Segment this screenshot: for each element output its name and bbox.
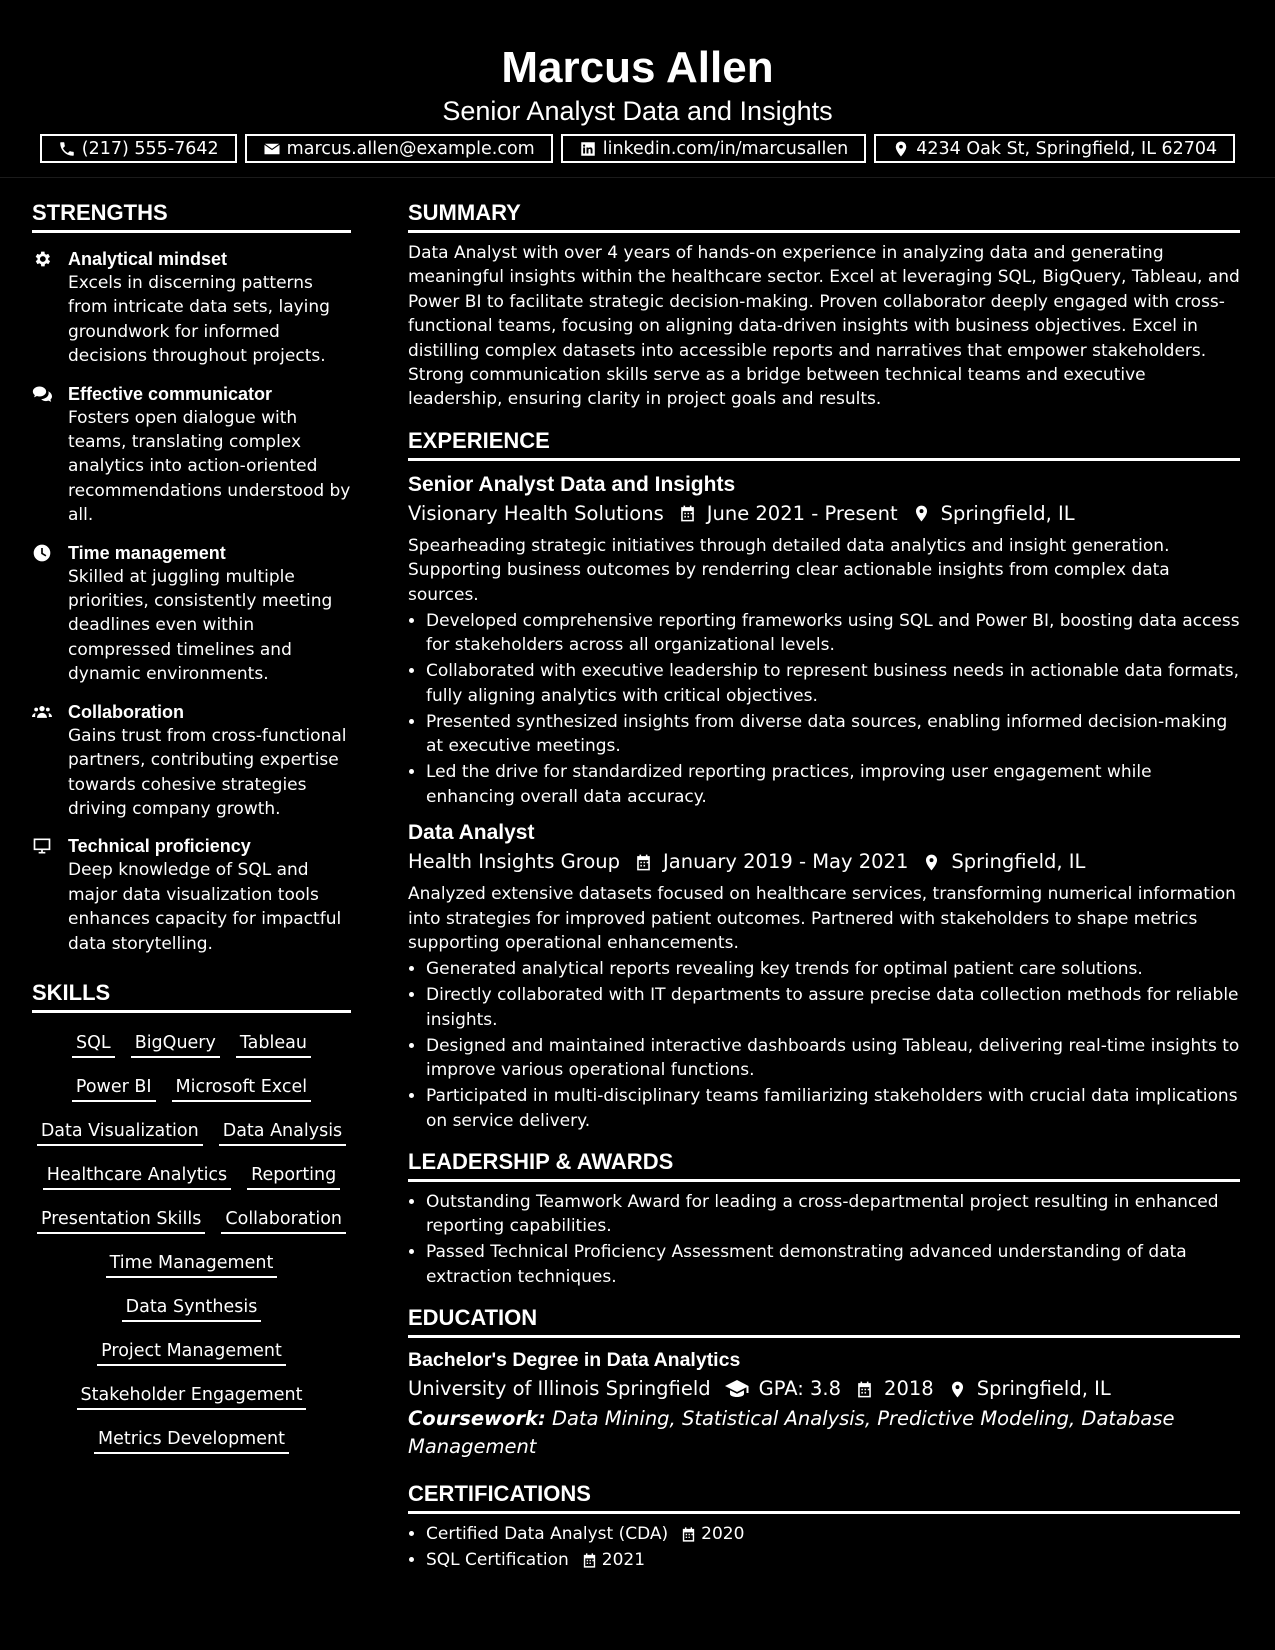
skill-tag: Power BI xyxy=(72,1075,156,1102)
skill-tag: Stakeholder Engagement xyxy=(77,1383,307,1410)
contact-phone[interactable] xyxy=(40,134,237,163)
strength-item xyxy=(32,541,351,687)
job-bullet: • Led the drive for standardized reporting practices, improving user engagement while enhancing overall data accuracy. xyxy=(426,760,1240,809)
skill-tag: Data Analysis xyxy=(219,1119,346,1146)
job-bullets xyxy=(408,957,1240,1133)
job-location: Springfield, IL xyxy=(951,850,1086,874)
summary-heading: SUMMARY xyxy=(408,200,1240,233)
strength-title: Time management xyxy=(68,542,226,563)
calendar-icon xyxy=(680,1526,697,1543)
job-bullet: • Generated analytical reports revealing key trends for optimal patient care solutions. xyxy=(426,957,1240,981)
job-dates: January 2019 - May 2021 xyxy=(663,850,909,874)
strength-item xyxy=(32,700,351,822)
contact-email-text: marcus.allen@example.com xyxy=(286,138,535,159)
graduation-cap-icon xyxy=(725,1377,749,1401)
job-company: Visionary Health Solutions xyxy=(408,501,664,525)
job-bullet: • Participated in multi-disciplinary teams familiarizing stakeholders with crucial data implications on service delivery. xyxy=(426,1084,1240,1133)
skills-list xyxy=(32,1031,351,1454)
strength-desc: Skilled at juggling multiple priorities, consistently meeting deadlines even within compressed timelines and dynamic environments. xyxy=(68,566,333,685)
graduation-year: 2018 xyxy=(884,1377,934,1401)
phone-icon xyxy=(58,140,76,158)
job-description: Spearheading strategic initiatives through detailed data analytics and insight generation. Supporting business outcomes by renderring clear actionable insights from complex data sources. xyxy=(408,535,1170,605)
skills-heading: SKILLS xyxy=(32,980,351,1013)
linkedin-icon xyxy=(579,140,597,158)
job-title: Data Analyst xyxy=(408,821,535,845)
gpa: GPA: 3.8 xyxy=(758,1377,842,1401)
certification-item xyxy=(426,1548,1240,1572)
skill-tag: Reporting xyxy=(247,1163,340,1190)
job-bullets xyxy=(408,609,1240,809)
certification-item xyxy=(426,1522,1240,1546)
strength-title: Technical proficiency xyxy=(68,836,251,857)
strength-item xyxy=(32,834,351,956)
skill-tag: Collaboration xyxy=(221,1207,346,1234)
comments-icon xyxy=(32,384,52,404)
job-description: Analyzed extensive datasets focused on healthcare services, transforming numerical information into strategies for improved patient outcomes. Partnered with stakeholders to shape metrics supporting operational enhancements. xyxy=(408,884,1236,953)
candidate-name: Marcus Allen xyxy=(501,43,774,92)
skill-tag: Presentation Skills xyxy=(37,1207,205,1234)
skill-tag: Project Management xyxy=(97,1339,286,1366)
coursework-list: Data Mining, Statistical Analysis, Predictive Modeling, Database Management xyxy=(408,1407,1175,1459)
job-meta xyxy=(408,848,1240,876)
left-column xyxy=(32,200,351,1454)
degree-title: Bachelor's Degree in Data Analytics xyxy=(408,1349,741,1372)
contact-linkedin[interactable] xyxy=(561,134,867,163)
calendar-icon xyxy=(855,1380,874,1399)
education-heading: EDUCATION xyxy=(408,1305,1240,1338)
job-bullet: • Directly collaborated with IT departments to assure precise data collection methods for reliable insights. xyxy=(426,983,1240,1032)
education-meta xyxy=(408,1375,1240,1403)
envelope-icon xyxy=(263,140,281,158)
certifications-list xyxy=(408,1522,1240,1572)
award-item: • Passed Technical Proficiency Assessment demonstrating advanced understanding of data extraction techniques. xyxy=(426,1240,1240,1289)
contact-address[interactable] xyxy=(874,134,1235,163)
strength-desc: Fosters open dialogue with teams, translating complex analytics into action-oriented recommendations understood by all. xyxy=(68,407,351,526)
skill-tag: BigQuery xyxy=(131,1031,220,1058)
coursework xyxy=(408,1405,1240,1461)
job-bullet: • Presented synthesized insights from diverse data sources, enabling informed decision-making at executive meetings. xyxy=(426,710,1240,759)
school-location: Springfield, IL xyxy=(976,1377,1111,1401)
contact-address-text: 4234 Oak St, Springfield, IL 62704 xyxy=(916,138,1218,159)
skill-tag: Tableau xyxy=(236,1031,311,1058)
job-location: Springfield, IL xyxy=(940,501,1075,525)
candidate-title: Senior Analyst Data and Insights xyxy=(442,96,833,126)
skill-tag: Microsoft Excel xyxy=(172,1075,312,1102)
strength-title: Effective communicator xyxy=(68,383,273,404)
strength-desc: Excels in discerning patterns from intricate data sets, laying groundwork for informed decisions throughout projects. xyxy=(68,273,330,367)
certification-name: • SQL Certification xyxy=(426,1550,569,1571)
job-bullet: • Developed comprehensive reporting frameworks using SQL and Power BI, boosting data access for stakeholders across all organizational levels. xyxy=(426,609,1240,658)
strength-title: Analytical mindset xyxy=(68,249,228,269)
contact-bar xyxy=(0,134,1275,163)
job-company: Health Insights Group xyxy=(408,850,621,874)
job-title: Senior Analyst Data and Insights xyxy=(408,472,736,496)
map-pin-icon xyxy=(892,140,910,158)
strength-title: Collaboration xyxy=(68,701,184,722)
experience-heading: EXPERIENCE xyxy=(408,428,1240,461)
job-meta xyxy=(408,500,1240,528)
gear-icon xyxy=(32,249,52,269)
desktop-icon xyxy=(32,836,52,856)
awards-list xyxy=(408,1190,1240,1289)
certification-year: 2020 xyxy=(701,1524,745,1545)
coursework-label: Coursework: xyxy=(408,1407,546,1431)
clock-icon xyxy=(32,543,52,563)
education-section xyxy=(408,1305,1240,1461)
job-bullet: • Designed and maintained interactive dashboards using Tableau, delivering real-time insights to improve various operational functions. xyxy=(426,1034,1240,1083)
job-dates: June 2021 - Present xyxy=(706,501,898,525)
strength-desc: Deep knowledge of SQL and major data visualization tools enhances capacity for impactful data storytelling. xyxy=(68,860,342,954)
map-pin-icon xyxy=(948,1380,967,1399)
certifications-heading: CERTIFICATIONS xyxy=(408,1481,1240,1514)
calendar-icon xyxy=(634,853,653,872)
strength-item xyxy=(32,382,351,528)
strength-desc: Gains trust from cross-functional partners, contributing expertise towards cohesive strategies driving company growth. xyxy=(68,725,347,819)
awards-section xyxy=(408,1149,1240,1289)
skill-tag: Healthcare Analytics xyxy=(43,1163,231,1190)
calendar-icon xyxy=(678,504,697,523)
map-pin-icon xyxy=(912,504,931,523)
map-pin-icon xyxy=(922,853,941,872)
right-column xyxy=(408,200,1240,1574)
certification-year: 2021 xyxy=(601,1550,646,1571)
award-item: • Outstanding Teamwork Award for leading a cross-departmental project resulting in enhanced reporting capabilities. xyxy=(426,1190,1240,1239)
skill-tag: Metrics Development xyxy=(94,1427,289,1454)
certifications-section xyxy=(408,1481,1240,1572)
school-name: University of Illinois Springfield xyxy=(408,1377,711,1401)
skill-tag: SQL xyxy=(72,1031,115,1058)
skill-tag: Time Management xyxy=(106,1251,278,1278)
calendar-icon xyxy=(581,1552,598,1569)
strength-item xyxy=(32,247,351,369)
summary-text: Data Analyst with over 4 years of hands-on experience in analyzing data and generating meaningful insights within the healthcare sector. Excel at leveraging SQL, BigQuery, Tableau, and Power BI to facilitate strategic decision-making. Proven collaborator deeply engaged with cross-functional teams, focusing on aligning data-driven insights with business objectives. Excel in distilling complex datasets into accessible reports and narratives that empower stakeholders. Strong communication skills serve as a bridge between technical teams and executive leadership, ensuring clarity in project goals and results. xyxy=(408,243,1240,410)
contact-linkedin-text: linkedin.com/in/marcusallen xyxy=(602,138,849,159)
certification-name: • Certified Data Analyst (CDA) xyxy=(426,1524,669,1545)
awards-heading: LEADERSHIP & AWARDS xyxy=(408,1149,1240,1182)
skill-tag: Data Visualization xyxy=(37,1119,203,1146)
contact-phone-text: (217) 555-7642 xyxy=(81,138,219,159)
skill-tag: Data Synthesis xyxy=(122,1295,262,1322)
resume-header xyxy=(0,0,1275,178)
strengths-heading: STRENGTHS xyxy=(32,200,351,233)
contact-email[interactable] xyxy=(245,134,553,163)
job-bullet: • Collaborated with executive leadership to represent business needs in actionable data formats, fully aligning analytics with critical objectives. xyxy=(426,659,1240,708)
experience-section xyxy=(408,428,1240,1133)
users-icon xyxy=(32,702,52,722)
